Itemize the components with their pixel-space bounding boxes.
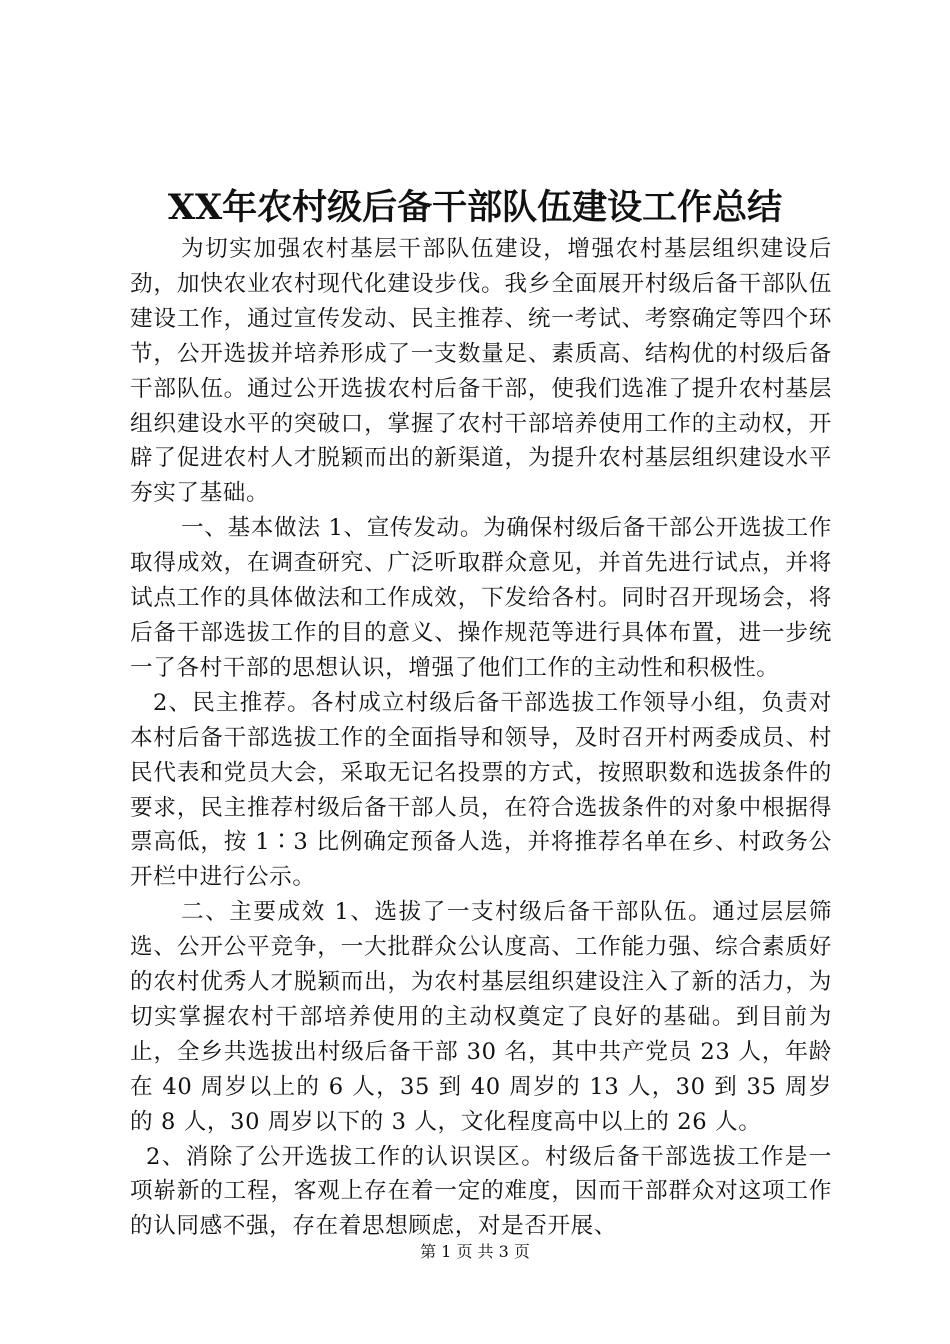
paragraph-intro: 为切实加强农村基层干部队伍建设，增强农村基层组织建设后劲，加快农业农村现代化建设步伐。我乡全面展开村级后备干部队伍建设工作，通过宣传发动、民主推荐、统一考试、考察确定等四个环节，公开选拔并培养形成了一支数量足、素质高、结构优的村级后备干部队伍。通过公开选拔农村后备干部，使我们选准了提升农村基层组织建设水平的突破口，掌握了农村干部培养使用工作的主动权，开辟了促进农村人才脱颖而出的新渠道，为提升农村基层组织建设水平夯实了基础。 <box>130 236 832 507</box>
paragraph-misconceptions: 2、消除了公开选拔工作的认识误区。村级后备干部选拔工作是一项崭新的工程，客观上存在着一定的难度，因而干部群众对这项工作的认同感不强，存在着思想顾虑，对是否开展、 <box>130 1143 832 1240</box>
document-body <box>130 232 832 1244</box>
paragraph-democratic-recommendation: 2、民主推荐。各村成立村级后备干部选拔工作领导小组，负责对本村后备干部选拔工作的全面指导和领导，及时召开村两委成员、村民代表和党员大会，采取无记名投票的方式，按照职数和选拔条件的要求，民主推荐村级后备干部人员，在符合选拔条件的对象中根据得票高低，按 1∶3 比例确定预备人选，并将推荐名单在乡、村政务公开栏中进行公示。 <box>130 689 832 891</box>
page-footer: 第 1 页 共 3 页 <box>420 1242 530 1261</box>
paragraph-main-results: 二、主要成效 1、选拔了一支村级后备干部队伍。通过层层筛选、公开公平竞争，一大批群众公认度高、工作能力强、综合素质好的农村优秀人才脱颖而出，为农村基层组织建设注入了新的活力，为切实掌握农村干部培养使用的主动权奠定了良好的基础。到目前为止，全乡共选拔出村级后备干部 30 名，其中共产党员 23 人，年龄在 40 周岁以上的 6 人，35 到 40 周岁的 13 人，30 到 35 周岁的 8 人，30 周岁以下的 3 人，文化程度高中以上的 26 人。 <box>130 899 832 1135</box>
document-title: XX年农村级后备干部队伍建设工作总结 <box>167 187 783 228</box>
paragraph-basic-methods: 一、基本做法 1、宣传发动。为确保村级后备干部公开选拔工作取得成效，在调查研究、广泛听取群众意见，并首先进行试点，并将试点工作的具体做法和工作成效，下发给各村。同时召开现场会，将后备干部选拔工作的目的意义、操作规范等进行具体布置，进一步统一了各村干部的思想认识，增强了他们工作的主动性和积极性。 <box>130 515 832 681</box>
